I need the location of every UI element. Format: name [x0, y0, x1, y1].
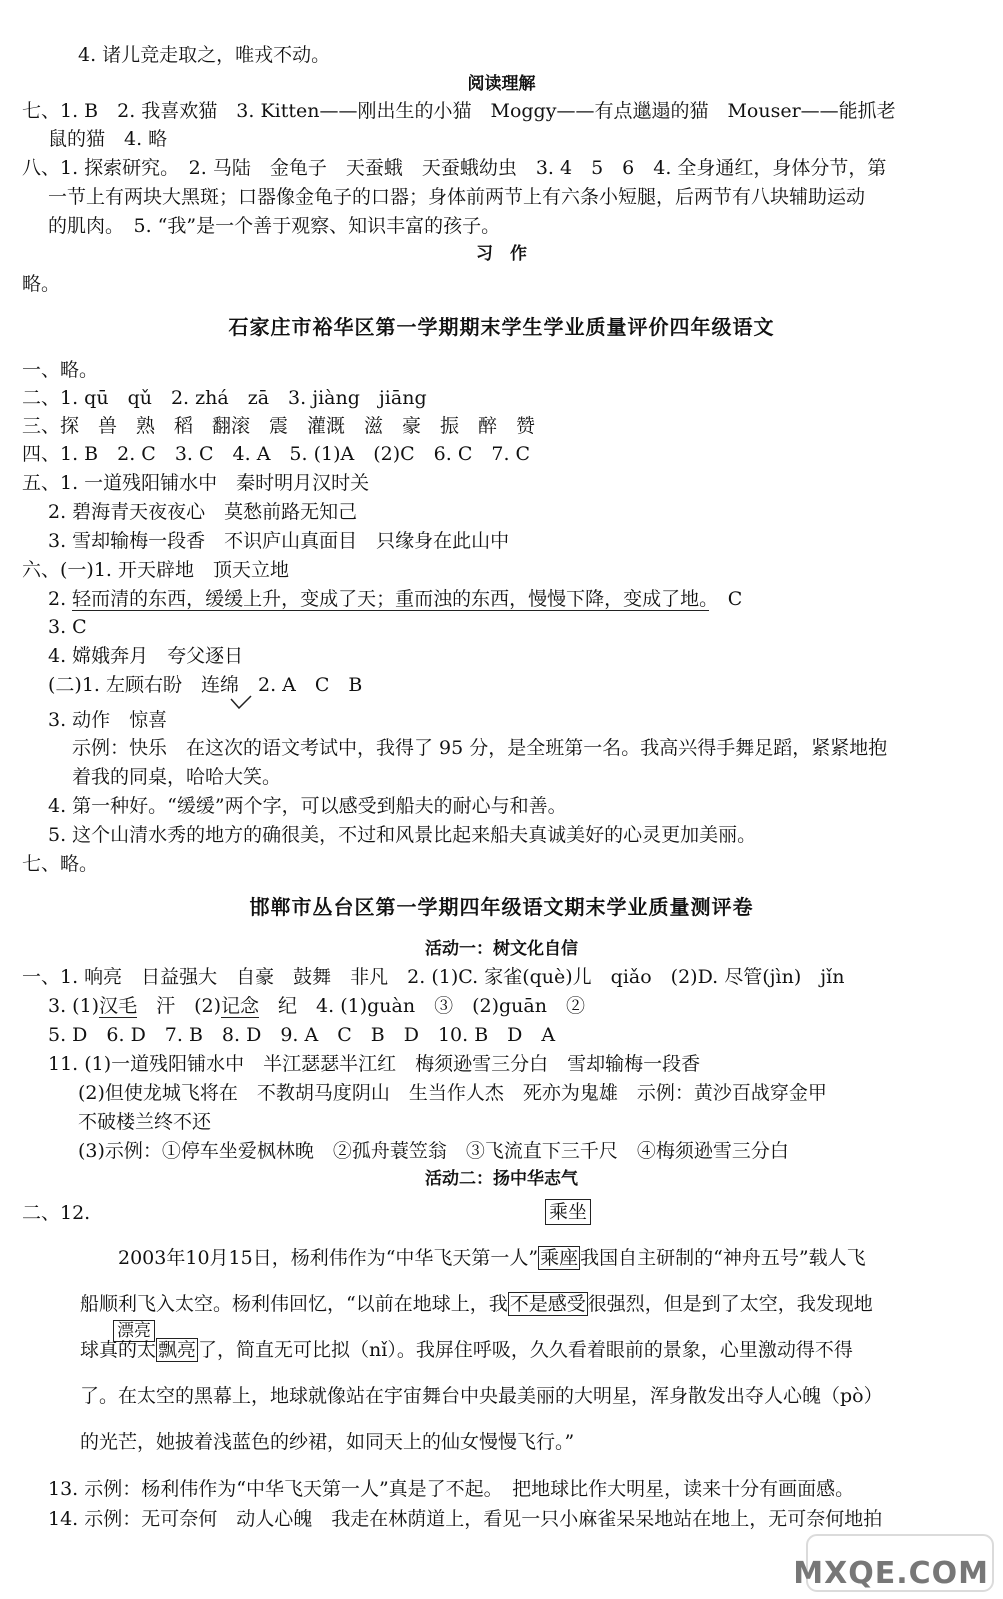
- passage-line-3: [80, 1335, 853, 1365]
- s2-line-9: 13. 示例：杨利伟作为“中华飞天第一人”真是了不起。 把地球比作大明星，读来十分有画面感。: [48, 1478, 855, 1500]
- s1-line-11: 4. 嫦娥奔月 夸父逐日: [48, 645, 244, 667]
- s1-line-6: 2. 碧海青天夜夜心 莫愁前路无知己: [48, 501, 358, 523]
- passage-line-4: 了。在太空的黑幕上，地球就像站在宇宙舞台中央最美丽的大明星，浑身散发出夺人心魄（pò）: [80, 1385, 883, 1407]
- s1-line-18: 七、略。: [22, 853, 99, 875]
- s1-line-9-underlined: 轻而清的东西，缓缓上升，变成了天；重而浊的东西，慢慢下降，变成了地。: [72, 588, 709, 610]
- passage-line-2: [80, 1289, 873, 1319]
- reading-q8: 八、1. 探索研究。 2. 马陆 金龟子 天蚕蛾 天蚕蛾幼虫 3. 4 5 6 4. 全身通红，身体分节，第: [22, 157, 887, 179]
- s1-line-10: 3. C: [48, 616, 87, 638]
- reading-q7b: 鼠的猫 4. 略: [48, 128, 168, 150]
- s2-line-3: 5. D 6. D 7. B 8. D 9. A C B D 10. B D A: [48, 1024, 556, 1046]
- s2-line-10: 14. 示例：无可奈何 动人心魄 我走在林荫道上，看见一只小麻雀呆呆地站在地上，无可奈何地拍: [48, 1508, 883, 1530]
- section2-title: 邯郸市丛台区第一学期四年级语文期末学业质量测评卷: [249, 895, 754, 919]
- s2-line-4: 11. (1)一道残阳铺水中 半江瑟瑟半江红 梅须逊雪三分白 雪却输梅一段香: [48, 1053, 701, 1075]
- writing-answer: 略。: [22, 273, 61, 295]
- passage-box-piaoliang: 飘亮: [158, 1339, 197, 1361]
- s1-line-13: 3. 动作 惊喜: [48, 709, 168, 731]
- s1-line-15: 着我的同桌，哈哈大笑。: [72, 766, 282, 788]
- s2-line-2-underlined-2: 记念: [221, 995, 260, 1017]
- s2-line-2-underlined-1: 汉毛: [99, 995, 138, 1017]
- correction-check-mark-1: [230, 695, 252, 709]
- s1-line-1: 一、略。: [22, 359, 99, 381]
- watermark-text: MXQE.COM: [793, 1556, 989, 1591]
- passage-line-1: [118, 1243, 866, 1273]
- s1-line-17: 5. 这个山清水秀的地方的确很美，不过和风景比起来船夫真诚美好的心灵更加美丽。: [48, 824, 757, 846]
- passage-box-chengzuo: 乘座: [540, 1247, 579, 1269]
- passage-box-ganshou: 不是感受: [509, 1293, 586, 1315]
- passage-line-2-a: 船顺利飞入太空。杨利伟回忆，“以前在地球上，我: [80, 1293, 508, 1315]
- reading-q7: 七、1. B 2. 我喜欢猫 3. Kitten——刚出生的小猫 Moggy——有点邋遢的猫 Mouser——能抓老: [22, 100, 896, 122]
- s2-line-1: 一、1. 响亮 日益强大 自豪 鼓舞 非凡 2. (1)C. 家雀(què)儿 qiǎo (2)D. 尽管(jìn) jǐn: [22, 966, 845, 988]
- s2-line-7: (3)示例：①停车坐爱枫林晚 ②孤舟蓑笠翁 ③飞流直下三千尺 ④梅须逊雪三分白: [78, 1140, 789, 1162]
- s2-line-2-b: 汗 (2): [137, 995, 222, 1017]
- section1-title: 石家庄市裕华区第一学期期末学生学业质量评价四年级语文: [228, 315, 775, 339]
- activity1-title: 活动一：树文化自信: [425, 939, 578, 959]
- passage-line-5: 的光芒，她披着浅蓝色的纱裙，如同天上的仙女慢慢飞行。”: [80, 1431, 575, 1453]
- s1-line-4: 四、1. B 2. C 3. C 4. A 5. (1)A (2)C 6. C 7. C: [22, 443, 531, 465]
- s1-line-7: 3. 雪却输梅一段香 不识庐山真面目 只缘身在此山中: [48, 530, 510, 552]
- s2-line-8: 二、12.: [22, 1202, 91, 1224]
- s2-line-5: (2)但使龙城飞将在 不教胡马度阴山 生当作人杰 死亦为鬼雄 示例：黄沙百战穿金甲: [78, 1082, 827, 1104]
- reading-q8c: 的肌肉。 5. “我”是一个善于观察、知识丰富的孩子。: [48, 215, 501, 237]
- correction-label-piaoliang: 漂亮: [113, 1320, 155, 1342]
- s1-line-9-suffix: C: [708, 588, 743, 610]
- correction-label-chengzuo: 乘坐: [545, 1199, 591, 1225]
- s2-line-2-a: 3. (1): [48, 995, 100, 1017]
- s1-line-3: 三、探 兽 熟 稻 翻滚 震 灌溉 滋 豪 振 醉 赞: [22, 415, 536, 437]
- s1-line-9-prefix: 2.: [48, 588, 73, 610]
- top-q4: 4. 诸儿竞走取之，唯戎不动。: [78, 44, 331, 66]
- activity2-title: 活动二：扬中华志气: [425, 1169, 578, 1189]
- writing-title: 习 作: [476, 244, 527, 264]
- passage-line-1-a: 2003年10月15日，杨利伟作为“中华飞天第一人”: [118, 1247, 539, 1269]
- s1-line-9: [48, 585, 742, 613]
- s1-line-16: 4. 第一种好。“缓缓”两个字，可以感受到船夫的耐心与和善。: [48, 795, 567, 817]
- s1-line-8: 六、(一)1. 开天辟地 顶天立地: [22, 559, 289, 581]
- s2-line-6: 不破楼兰终不还: [78, 1111, 212, 1133]
- s1-line-14: 示例：快乐 在这次的语文考试中，我得了 95 分，是全班第一名。我高兴得手舞足蹈，紧紧地抱: [72, 737, 888, 759]
- passage-line-3-b: 了，简直无可比拟（nǐ）。我屏住呼吸，久久看着眼前的景象，心里激动得不得: [198, 1339, 853, 1361]
- passage-line-2-b: 很强烈，但是到了太空，我发现地: [587, 1293, 873, 1315]
- reading-q8b: 一节上有两块大黑斑；口器像金龟子的口器；身体前两节上有六条小短腿，后两节有八块辅助运动: [48, 186, 866, 208]
- s1-line-12: (二)1. 左顾右盼 连绵 2. A C B: [48, 674, 363, 696]
- reading-title: 阅读理解: [467, 74, 536, 94]
- passage-line-1-b: 我国自主研制的“神舟五号”载人飞: [580, 1247, 866, 1269]
- s1-line-2: 二、1. qū qǔ 2. zhá zā 3. jiàng jiāng: [22, 387, 427, 409]
- s1-line-5: 五、1. 一道残阳铺水中 秦时明月汉时关: [22, 472, 370, 494]
- s2-line-2-c: 纪 4. (1)guàn ③ (2)guān ②: [259, 995, 585, 1017]
- passage-line-3-a: 球真的太: [80, 1339, 157, 1361]
- s2-line-2: [48, 992, 585, 1020]
